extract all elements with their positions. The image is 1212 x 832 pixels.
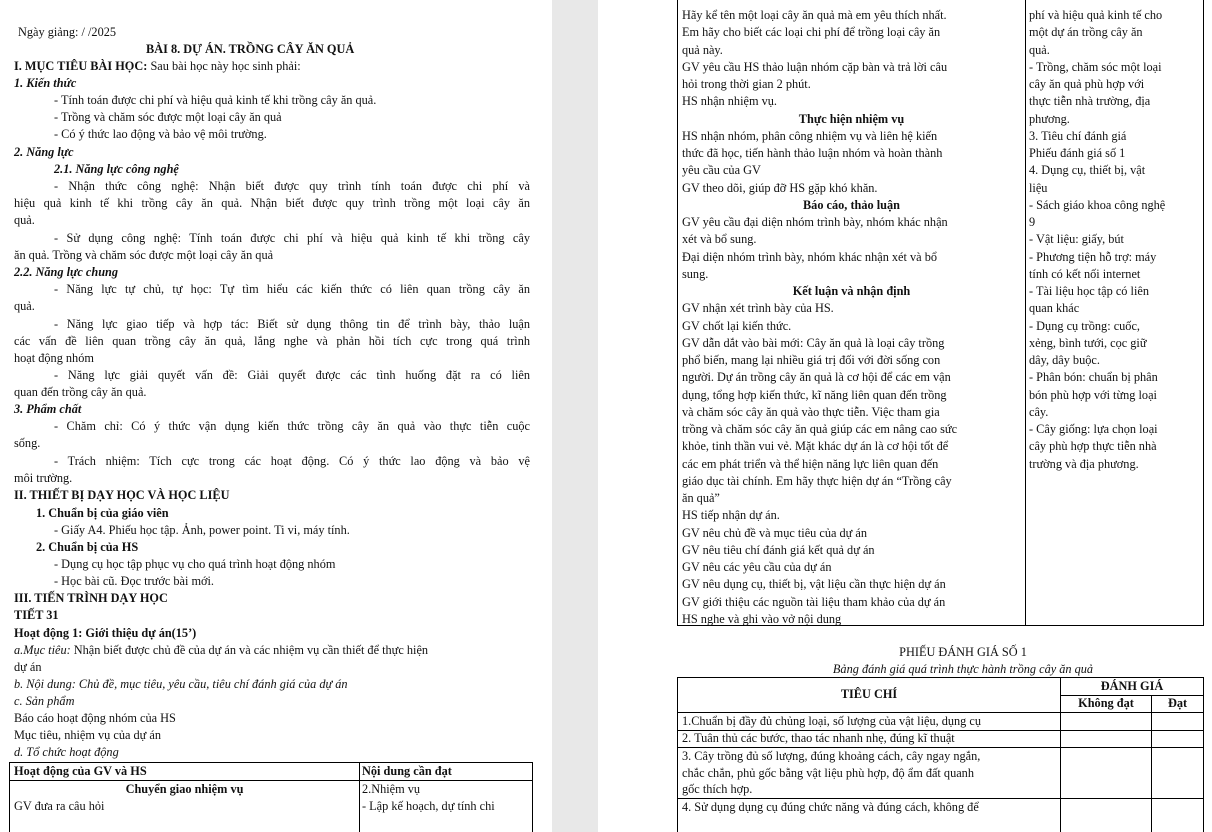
activity-1-heading: Hoạt động 1: Giới thiệu dự án(15’) [14,626,197,640]
content-line: - Sách giáo khoa công nghệ [1029,197,1166,212]
activity-line: người. Dự án trồng cây ăn quả là cơ hội để các em vận [682,370,951,385]
content-line: cây. [1029,404,1049,419]
student-prep-item: - Học bài cũ. Đọc trước bài mới. [54,574,215,588]
table-cell: 2.Nhiệm vụ [362,782,421,796]
content-line: - Vật liệu: giấy, bút [1029,232,1124,247]
student-prep-item: - Dụng cụ học tập phục vụ cho quá trình hoạt động nhóm [54,557,336,571]
teacher-prep-item: - Giấy A4. Phiếu học tập. Ảnh, power point. Ti vi, máy tính. [54,523,350,537]
teacher-prep-heading: 1. Chuẩn bị của giáo viên [36,506,169,520]
criterion-row: 4. Sử dụng dụng cụ đúng chức năng và đúng cách, không để [682,800,979,814]
content-line: - Tài liệu học tập có liên [1029,284,1149,298]
ability-heading: 2. Năng lực [14,145,74,159]
content-line: 4. Dụng cụ, thiết bị, vật [1029,163,1146,178]
product-heading: c. Sản phẩm [14,694,75,708]
activity-line: quả này. [682,42,723,57]
content-line: cây phù hợp thực tiễn nhà [1029,439,1157,454]
activity-line: Em hãy cho biết các loại chi phí để trồng loại cây ăn [682,25,941,40]
paragraph-line: - Năng lực giao tiếp và hợp tác: Biết sử dụng thông tin để trình bày, thảo luận [54,317,530,331]
activity-line: các em phát triển và thể hiện năng lực liên quan đến [682,456,939,471]
paragraph-line: - Chăm chỉ: Có ý thức vận dụng kiến thức trồng cây ăn quả vào thực tiễn cuộc [54,419,530,433]
activity-line: GV nêu chủ đề và mục tiêu của dự án [682,525,868,540]
content-line: quan khác [1029,301,1080,316]
content-line: Phiếu đánh giá số 1 [1029,146,1126,160]
rating-header: ĐÁNH GIÁ [1100,679,1164,693]
activity-line: GV nêu tiêu chí đánh giá kết quả dự án [682,542,875,557]
paragraph-line: môi trường. [14,471,73,485]
activity-line: HS nghe và ghi vào vở nội dung [682,611,842,626]
activity-line: HS nhận nhóm, phân công nhiệm vụ và liên hệ kiến [682,128,938,143]
organization-heading: d. Tổ chức hoạt động [14,745,119,759]
activity-line: GV nêu các yêu cầu của dự án [682,560,832,574]
content-line: - Trồng, chăm sóc một loại [1029,59,1162,74]
criterion-row-cont: chắc chắn, phủ gốc bằng vật liệu phù hợp, độ ẩm đất quanh [682,766,974,780]
criterion-row: 2. Tuân thủ các bước, thao tác nhanh nhẹ, đúng kĩ thuật [682,731,955,745]
quality-heading: 3. Phẩm chất [14,402,82,416]
activity-line: sung. [682,266,709,281]
paragraph-line: hoạt động nhóm [14,351,94,365]
activity-line: GV dẫn dắt vào bài mới: Cây ăn quả là loại cây trồng [682,335,945,350]
paragraph-line: quan đến trồng cây ăn quả. [14,385,147,399]
content-line: liệu [1029,180,1048,195]
activity-line: thức đã học, tiến hành thảo luận nhóm và hoàn thành [682,146,943,160]
knowledge-heading: 1. Kiến thức [14,76,77,90]
knowledge-item: - Tính toán được chi phí và hiệu quả kinh tế khi trồng cây ăn quả. [54,93,377,107]
paragraph-line: sống. [14,436,41,450]
page-right [598,0,1212,832]
content-line: một dự án trồng cây ăn [1029,25,1143,40]
content-line: cây ăn quả phù hợp với [1029,77,1145,91]
paragraph-line: - Sử dụng công nghệ: Tính toán được chi phí và hiệu quả kinh tế khi trồng cây [54,231,530,245]
section-1-label: I. MỤC TIÊU BÀI HỌC: [14,59,148,73]
table-subheader: Chuyển giao nhiệm vụ [125,782,244,796]
criterion-row-cont: gốc thích hợp. [682,782,753,796]
activity-line: yêu cầu của GV [682,163,761,178]
step-heading: Kết luận và nhận định [792,284,911,298]
page-left [0,0,552,832]
content-line: - Cây giống: lựa chọn loại [1029,422,1158,436]
content-line: phương. [1029,111,1070,126]
not-met-header: Không đạt [1078,696,1134,710]
content-line: - Phương tiện hỗ trợ: máy [1029,249,1157,264]
criteria-header: TIÊU CHÍ [840,687,898,701]
content-line: - Dụng cụ trồng: cuốc, [1029,318,1140,333]
general-ability-heading: 2.2. Năng lực chung [14,265,119,279]
activity-line: GV nêu dụng cụ, thiết bị, vật liệu cần thực hiện dự án [682,577,946,592]
content-line: tính có kết nối internet [1029,266,1141,281]
criterion-row: 1.Chuẩn bị đầy đủ chủng loại, số lượng của vật liệu, dụng cụ [682,714,982,728]
goal-line [14,643,428,658]
content-line: b. Nội dung: Chủ đề, mục tiêu, yêu cầu, tiêu chí đánh giá của dự án [14,677,348,691]
activity-line: Đại diện nhóm trình bày, nhóm khác nhận xét và bổ [682,249,937,264]
paragraph-line: quả. [14,213,35,227]
activity-line: ăn quả” [682,491,720,505]
section-1-intro: Sau bài học này học sinh phải: [150,59,301,73]
date-line: Ngày giảng: / /2025 [18,25,117,39]
sheet-title: PHIẾU ĐÁNH GIÁ SỐ 1 [899,645,1027,659]
content-line: 3. Tiêu chí đánh giá [1029,128,1127,143]
content-line: 9 [1029,215,1036,229]
content-line: thực tiễn nhà trường, địa [1029,94,1151,109]
activity-line: khỏe, tinh thần vui vẻ. Mặt khác dự án là cơ hội tốt để [682,439,949,454]
content-line: trường và địa phương. [1029,456,1139,471]
lesson-title: BÀI 8. DỰ ÁN. TRỒNG CÂY ĂN QUẢ [146,42,355,56]
activity-line: GV yêu cầu HS thảo luận nhóm cặp bàn và trả lời câu [682,59,948,74]
step-heading: Báo cáo, thảo luận [802,197,901,212]
goal-text-cont: dự án [14,660,42,674]
paragraph-line: hiệu quả kinh tế khi trồng cây ăn quả. Nhận biết được quy trình trồng một loại cây ăn [14,196,530,210]
goal-text: Nhận biết được chủ đề của dự án và các nhiệm vụ cần thiết để thực hiện [73,643,429,657]
knowledge-item: - Trồng và chăm sóc được một loại cây ăn quả [54,110,282,124]
content-line: xẻng, bình tưới, cọc giữ [1029,335,1147,350]
period-label: TIẾT 31 [14,608,59,622]
product-item: Báo cáo hoạt động nhóm của HS [14,711,176,725]
activity-line: GV giới thiệu các nguồn tài liệu tham khảo của dự án [682,594,946,609]
activity-line: GV theo dõi, giúp đỡ HS gặp khó khăn. [682,180,878,195]
content-line: bón phù hợp với từng loại [1029,387,1157,402]
goal-label: a.Mục tiêu: [14,643,71,657]
activity-line: phổ biến, mang lại nhiều giá trị đối với đời sống con [682,353,941,367]
met-header: Đạt [1167,696,1188,710]
activity-line: trồng và chăm sóc cây ăn quả giúp các em nâng cao sức [682,422,958,436]
table-cell: GV đưa ra câu hỏi [14,799,105,813]
paragraph-line: - Nhận thức công nghệ: Nhận biết được quy trình tính toán được chi phí và [54,179,530,193]
paragraph-line: - Trách nhiệm: Tích cực trong các hoạt động. Có ý thức lao động và bảo vệ [54,454,530,468]
paragraph-line: - Năng lực tự chủ, tự học: Tự tìm hiểu các kiến thức có liên quan trồng cây ăn [54,282,530,296]
table-header-content: Nội dung cần đạt [362,764,452,778]
activity-line: GV yêu cầu đại diện nhóm trình bày, nhóm khác nhận [682,215,948,229]
step-heading: Thực hiện nhiệm vụ [798,111,905,126]
sheet-subtitle: Bảng đánh giá quá trình thực hành trồng cây ăn quả [832,662,1094,676]
content-line: - Phân bón: chuẩn bị phân [1029,370,1158,385]
activity-line: HS tiếp nhận dự án. [682,508,780,523]
table-cell: - Lập kế hoạch, dự tính chi [362,799,495,813]
paragraph-line: quả. [14,299,35,313]
activity-line: và chăm sóc cây ăn quả vào thực tiễn. Việc tham gia [682,404,940,419]
activity-line: GV nhận xét trình bày của HS. [682,301,834,316]
section-2-heading: II. THIẾT BỊ DẠY HỌC VÀ HỌC LIỆU [14,488,230,502]
paragraph-line: - Năng lực giải quyết vấn đề: Giải quyết được các tình huống đặt ra có liên [54,368,530,382]
content-line: dây, dây buộc. [1029,353,1100,367]
activity-line: xét và bổ sung. [682,232,757,247]
table-header-activity: Hoạt động của GV và HS [14,764,147,778]
activity-line: Hãy kể tên một loại cây ăn quả mà em yêu thích nhất. [682,8,947,22]
content-line: quả. [1029,42,1050,57]
activity-line: HS nhận nhiệm vụ. [682,94,777,109]
section-3-heading: III. TIẾN TRÌNH DẠY HỌC [14,591,168,605]
knowledge-item: - Có ý thức lao động và bảo vệ môi trường. [54,127,267,141]
activity-line: GV chốt lại kiến thức. [682,318,792,333]
activity-line: dụng, tổng hợp kiến thức, kĩ năng liên quan đến trồng [682,387,947,402]
product-item: Mục tiêu, nhiệm vụ của dự án [14,728,162,742]
activity-line: hỏi trong thời gian 2 phút. [682,77,811,91]
tech-ability-heading: 2.1. Năng lực công nghệ [54,162,179,176]
content-line: phí và hiệu quả kinh tế cho [1029,8,1163,22]
criterion-row: 3. Cây trồng đủ số lượng, đúng khoảng cách, cây ngay ngắn, [682,749,981,763]
activity-line: giáo dục tài chính. Em hãy thực hiện dự án “Trồng cây [682,473,952,488]
section-1-heading [14,59,301,74]
student-prep-heading: 2. Chuẩn bị của HS [36,540,139,554]
paragraph-line: ăn quả. Trồng và chăm sóc được một loại cây ăn quả [14,248,274,262]
paragraph-line: các vấn đề liên quan trồng cây ăn quả, lắng nghe và phản hồi tích cực trong quá trình [14,334,530,348]
